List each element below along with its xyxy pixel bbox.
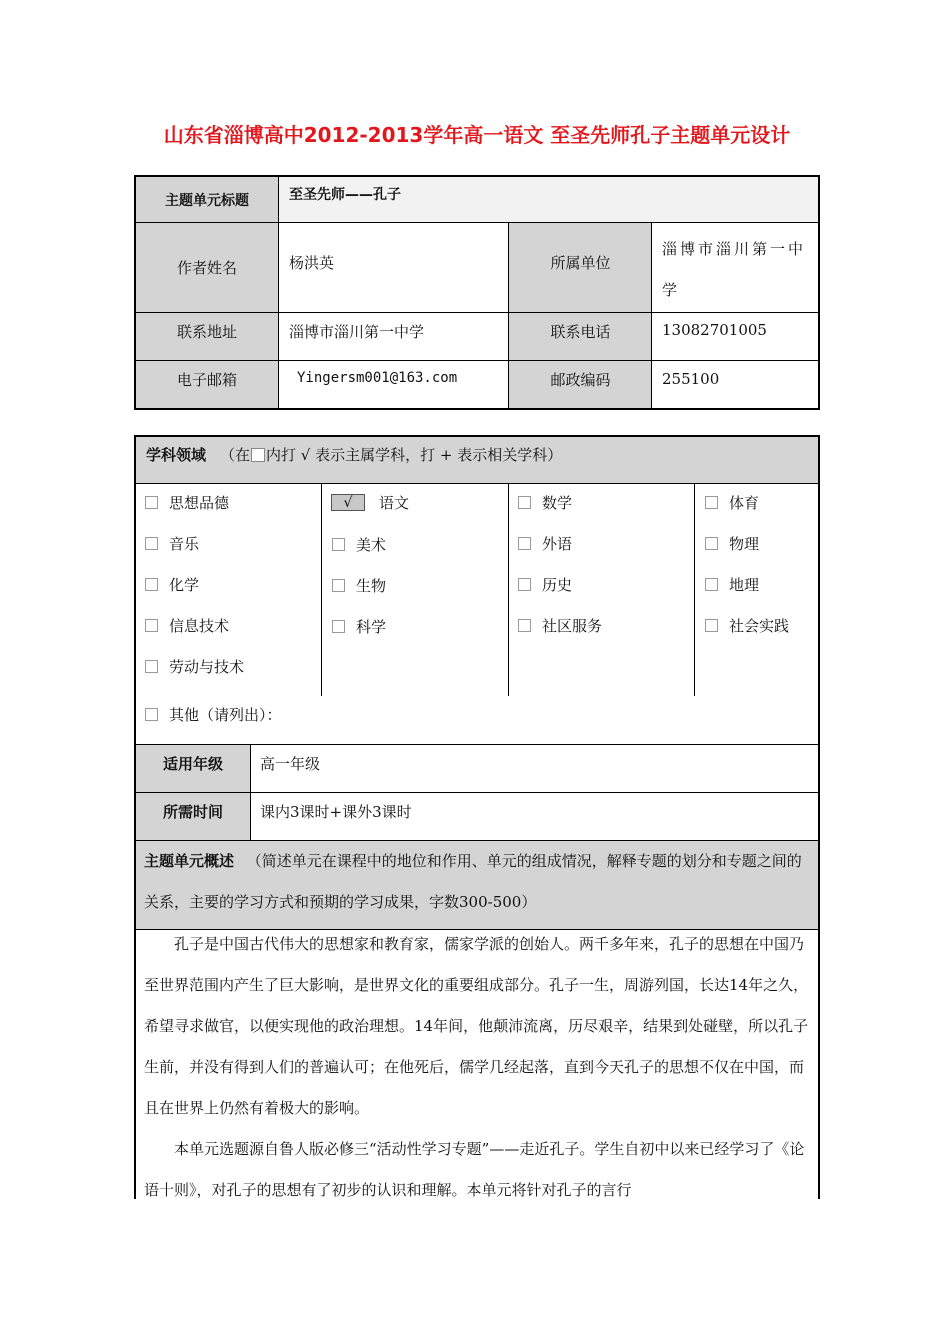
checkbox-it[interactable]: 信息技术 [145, 615, 229, 636]
zip-value: 255100 [662, 370, 720, 388]
checkbox-other[interactable]: 其他（请列出）： [145, 704, 282, 725]
topic-value: 至圣先师——孔子 [289, 187, 401, 203]
unit-label: 所属单位 [550, 253, 611, 272]
checkbox-icon[interactable] [332, 579, 345, 592]
checkbox-foreign[interactable]: 外语 [518, 533, 572, 554]
checkbox-social-practice[interactable]: 社会实践 [705, 615, 789, 636]
checkbox-icon[interactable] [332, 620, 345, 633]
unit-value: 淄博市淄川第一中学 [662, 240, 807, 299]
email-label: 电子邮箱 [176, 370, 237, 389]
checkbox-icon[interactable] [145, 619, 158, 632]
checkbox-icon[interactable] [705, 578, 718, 591]
subject-label: 学科领域 [146, 446, 207, 464]
grade-value: 高一年级 [260, 755, 321, 773]
checked-box-icon[interactable]: √ [331, 494, 365, 511]
email-value: Yingersm001@163.com [297, 370, 458, 386]
checkbox-pe[interactable]: 体育 [705, 492, 759, 513]
overview-body [144, 924, 812, 1211]
checkbox-icon[interactable] [705, 537, 718, 550]
checkbox-community[interactable]: 社区服务 [518, 615, 602, 636]
overview-paragraph-2: 本单元选题源自鲁人版必修三“活动性学习专题”——走近孔子。学生自初中以来已经学习了《论语十则》，对孔子的思想有了初步的认识和理解。本单元将针对孔子的言行 [144, 1140, 805, 1199]
checkbox-sample-icon [251, 448, 265, 462]
checkbox-chinese[interactable]: √ 语文 [331, 492, 409, 513]
subject-hint-prefix: （在 [220, 446, 251, 464]
page-title: 山东省淄博高中2012-2013学年高一语文 至圣先师孔子主题单元设计 [163, 123, 791, 147]
checkbox-labor[interactable]: 劳动与技术 [145, 656, 244, 677]
checkbox-music[interactable]: 音乐 [145, 533, 199, 554]
time-value: 课内3课时+课外3课时 [260, 803, 412, 821]
overview-label: 主题单元概述 [144, 852, 235, 870]
subject-header [146, 444, 806, 465]
checkbox-chemistry[interactable]: 化学 [145, 574, 199, 595]
checkbox-art[interactable]: 美术 [332, 534, 386, 555]
checkbox-icon[interactable] [145, 578, 158, 591]
author-value: 杨洪英 [289, 254, 335, 272]
checkbox-icon[interactable] [705, 496, 718, 509]
zip-label: 邮政编码 [550, 370, 611, 389]
checkbox-physics[interactable]: 物理 [705, 533, 759, 554]
checkbox-icon[interactable] [705, 619, 718, 632]
checkbox-moral[interactable]: 思想品德 [145, 492, 229, 513]
checkbox-icon[interactable] [518, 619, 531, 632]
checkbox-math[interactable]: 数学 [518, 492, 572, 513]
overview-paragraph-1: 孔子是中国古代伟大的思想家和教育家，儒家学派的创始人。两千多年来，孔子的思想在中国乃至世界范围内产生了巨大影响，是世界文化的重要组成部分。孔子一生，周游列国，长达14年之久，希望寻求做官，以便实现他的政治理想。14年间，他颠沛流离，历尽艰辛，结果到处碰壁，所以孔子生前，并没有得到人们的普遍认可；在他死后，儒学几经起落，直到今天孔子的思想不仅在中国，而且在世界上仍然有着极大的影响。 [144, 935, 809, 1117]
checkbox-icon[interactable] [145, 537, 158, 550]
checkbox-biology[interactable]: 生物 [332, 575, 386, 596]
author-label: 作者姓名 [176, 258, 237, 277]
overview-hint: （简述单元在课程中的地位和作用、单元的组成情况，解释专题的划分和专题之间的关系，主要的学习方式和预期的学习成果，字数300-500） [144, 852, 802, 911]
subject-hint-suffix: 内打 √ 表示主属学科，打 + 表示相关学科） [266, 446, 563, 464]
checkbox-icon[interactable] [518, 578, 531, 591]
grade-label: 适用年级 [162, 754, 223, 773]
checkbox-icon[interactable] [518, 537, 531, 550]
time-label: 所需时间 [162, 802, 223, 821]
checkbox-science[interactable]: 科学 [332, 616, 386, 637]
address-value: 淄博市淄川第一中学 [289, 323, 425, 341]
checkbox-icon[interactable] [332, 538, 345, 551]
checkbox-icon[interactable] [518, 496, 531, 509]
checkbox-icon[interactable] [145, 660, 158, 673]
topic-label: 主题单元标题 [165, 192, 249, 209]
phone-label: 联系电话 [550, 322, 611, 341]
checkbox-history[interactable]: 历史 [518, 574, 572, 595]
phone-value: 13082701005 [662, 321, 767, 339]
overview-header [144, 841, 812, 923]
checkbox-geography[interactable]: 地理 [705, 574, 759, 595]
address-label: 联系地址 [176, 322, 237, 341]
checkbox-icon[interactable] [145, 496, 158, 509]
checkbox-icon[interactable] [145, 708, 158, 721]
